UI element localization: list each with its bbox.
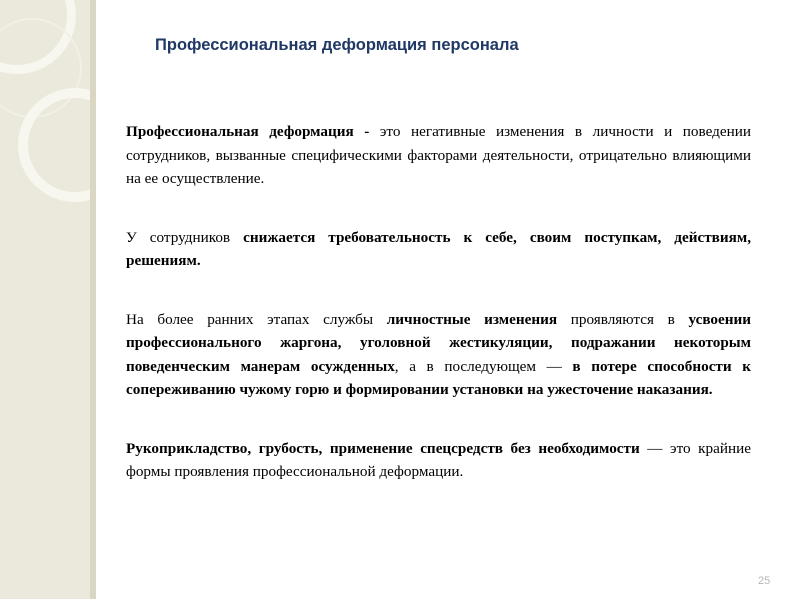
text-run: личностные изменения <box>386 310 558 328</box>
paragraph-extreme-forms <box>126 437 751 484</box>
text-run: На более ранних этапах службы <box>126 310 387 328</box>
text-run: снижается требовательность к себе, своим поступкам, действиям, решениям. <box>126 228 751 269</box>
paragraph-early-stages <box>126 308 751 402</box>
slide-body <box>126 120 751 484</box>
text-run: — это крайние формы проявления профессиональной деформации. <box>126 439 751 480</box>
sidebar-stripe <box>90 0 96 599</box>
text-run: У сотрудников <box>126 228 244 246</box>
text-run: в потере способности к сопереживанию чужому горю и формировании установки на ужесточение наказания. <box>126 357 751 398</box>
paragraph-demands <box>126 226 751 273</box>
text-run: усвоении профессионального жаргона, уголовной жестикуляции, подражании некоторым поведенческим манерам осужденных <box>126 310 752 375</box>
text-run: это негативные изменения в личности и поведении сотрудников, вызванные специфическими факторами деятельности, отрицательно влияющими на ее осуществление. <box>126 123 751 187</box>
text-run: , а в последующем — <box>394 357 573 375</box>
text-run: проявляются в <box>557 310 689 328</box>
text-run: Профессиональная деформация - <box>126 123 380 140</box>
slide-title: Профессиональная деформация персонала <box>155 36 519 54</box>
decorative-sidebar <box>0 0 90 599</box>
slide-number: 25 <box>758 575 771 587</box>
text-run: Рукоприкладство, грубость, применение спецсредств без необходимости <box>126 439 640 457</box>
paragraph-definition <box>126 120 751 191</box>
